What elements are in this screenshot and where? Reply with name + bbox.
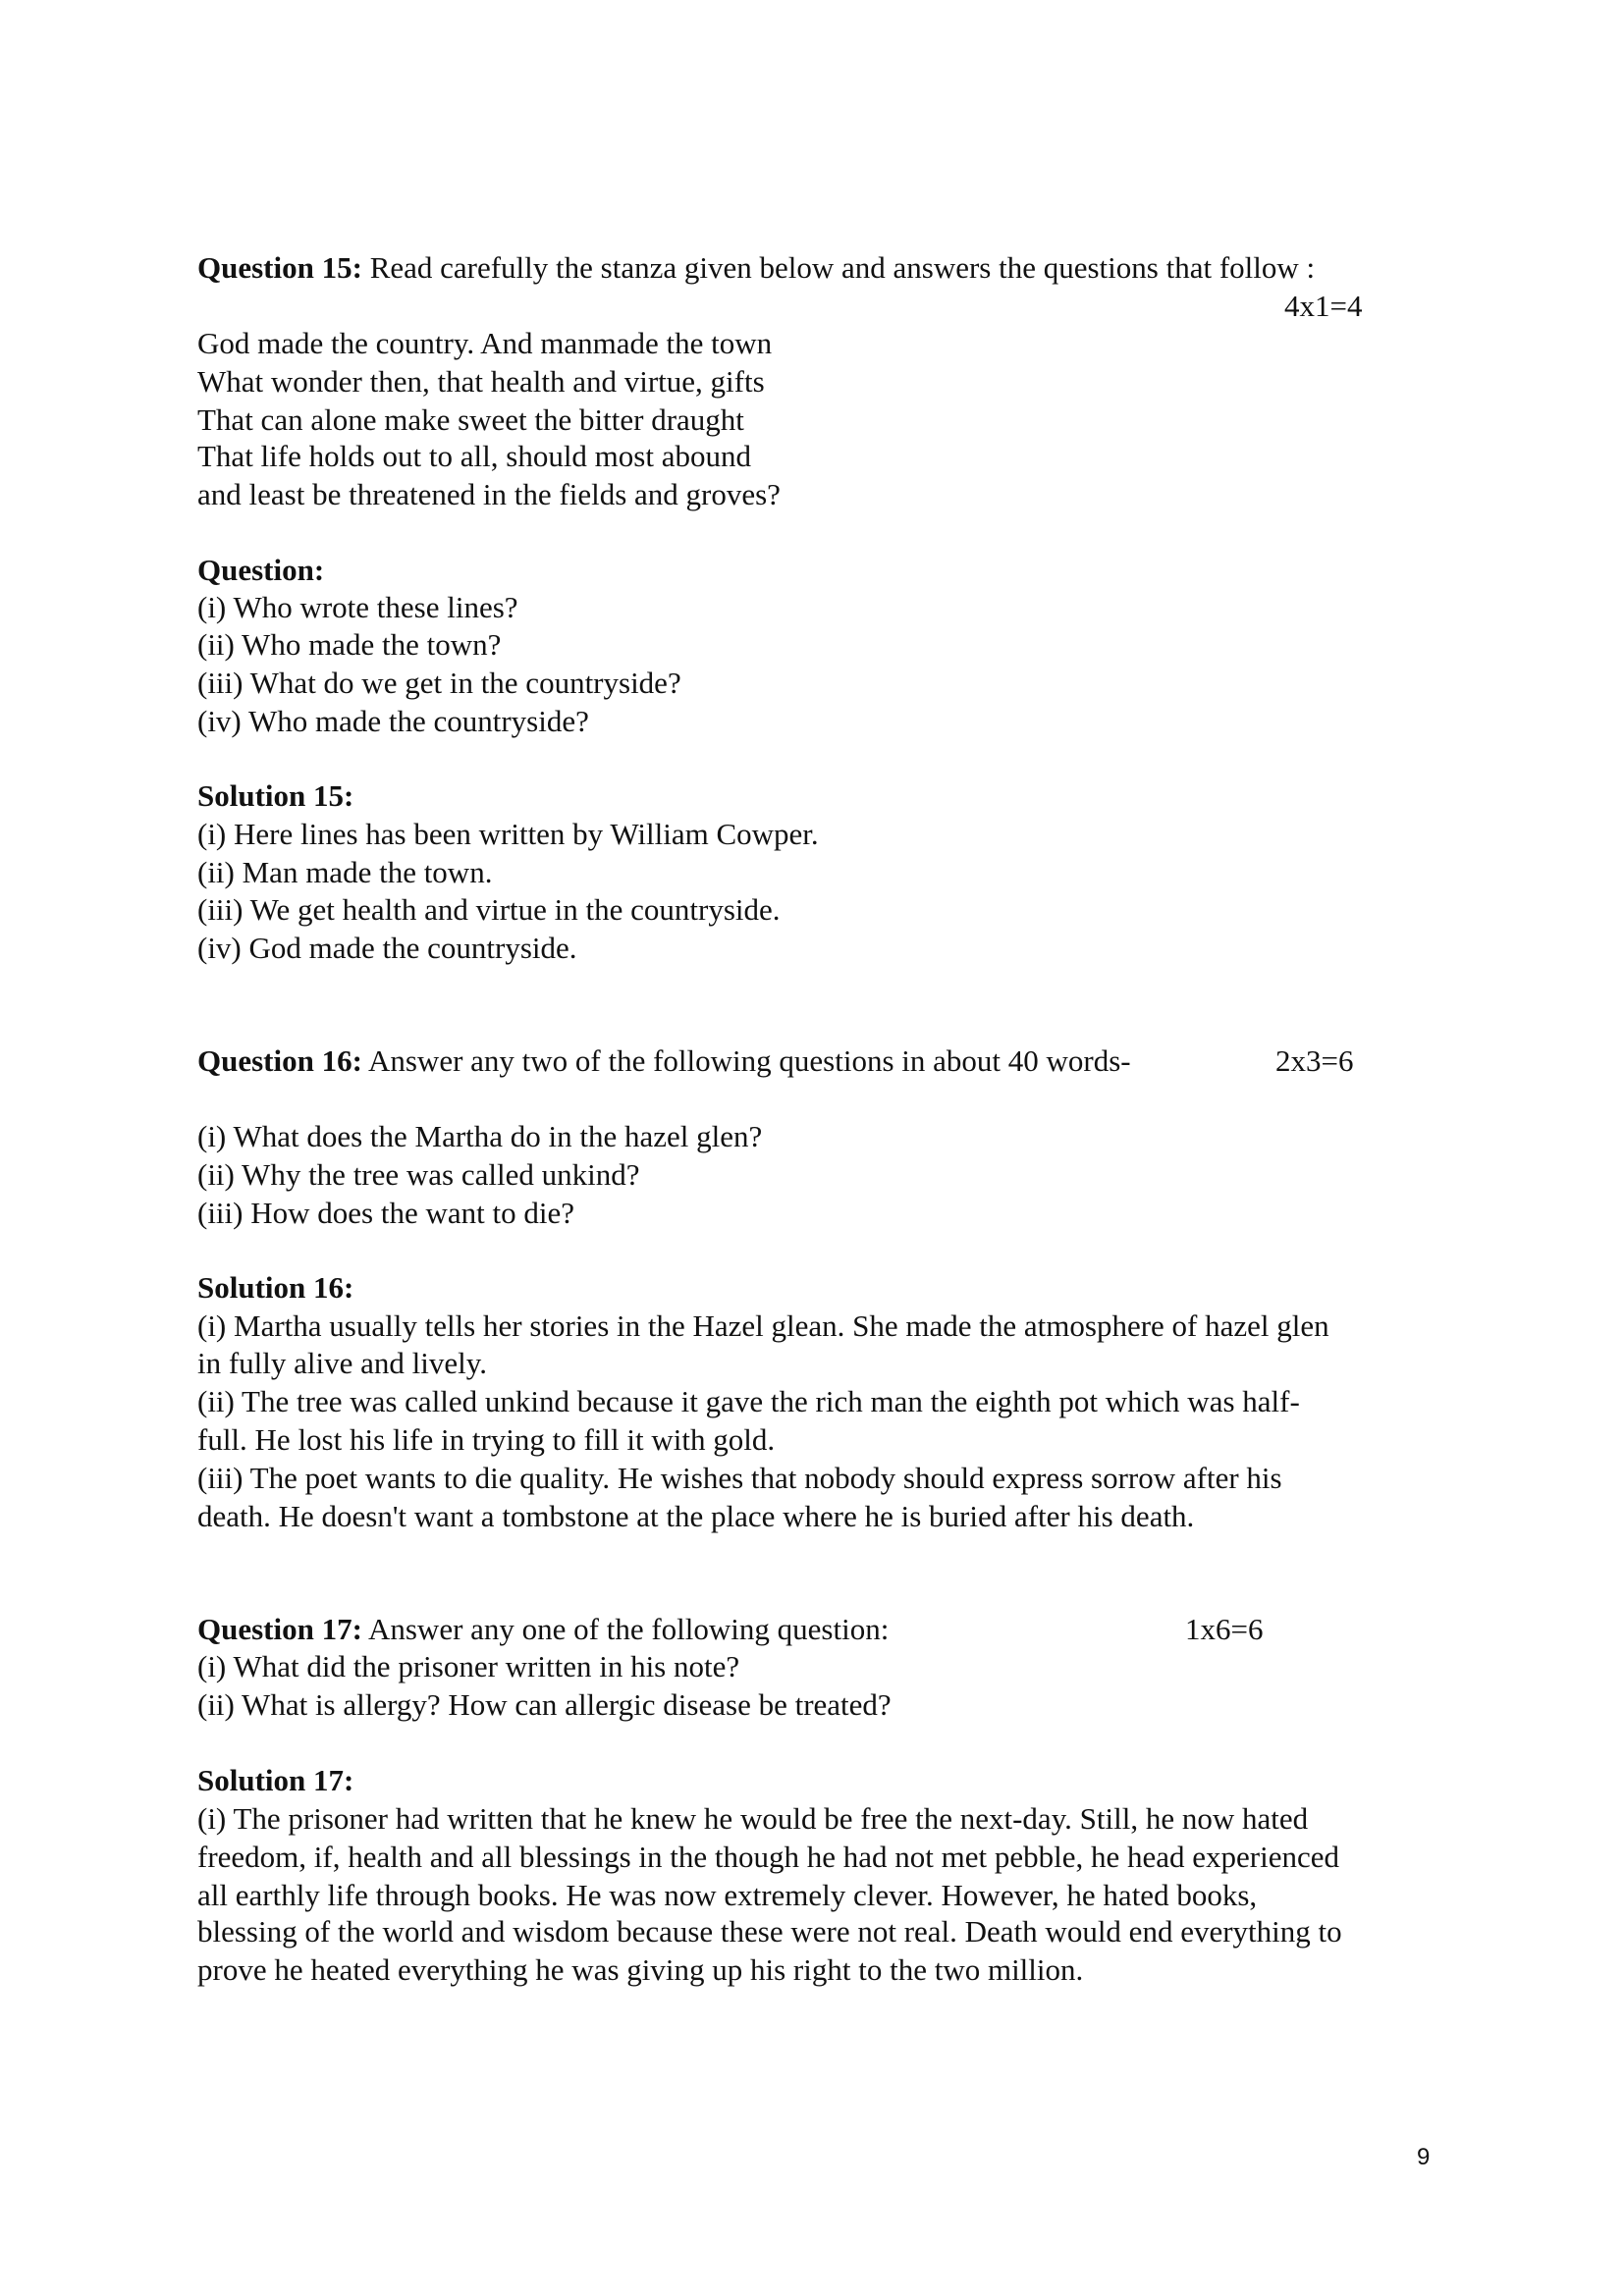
question-15-heading <box>197 249 1315 287</box>
question-label: Question 16: <box>197 1043 362 1078</box>
solution-line: in fully alive and lively. <box>197 1346 487 1380</box>
section-heading <box>197 1762 353 1799</box>
question-item: (ii) Who made the town? <box>197 627 502 662</box>
solution-line: prove he heated everything he was giving up his right to the two million. <box>197 1952 1084 1987</box>
poem-line: What wonder then, that health and virtue, gifts <box>197 364 765 399</box>
question-item: (iii) How does the want to die? <box>197 1196 574 1230</box>
solution-item: (ii) Man made the town. <box>197 855 493 889</box>
question-heading: Question: <box>197 553 325 587</box>
question-label: Question 17: <box>197 1612 362 1646</box>
solution-item: (iv) God made the countryside. <box>197 931 577 965</box>
solution-heading: Solution 16: <box>197 1270 354 1305</box>
solution-line: death. He doesn't want a tombstone at the place where he is buried after his death. <box>197 1499 1195 1533</box>
solution-line: (iii) The poet wants to die quality. He wishes that nobody should express sorrow after his <box>197 1461 1282 1495</box>
poem-line: That life holds out to all, should most abound <box>197 439 751 473</box>
poem-line: God made the country. And manmade the town <box>197 326 773 360</box>
page-number: 9 <box>1417 2144 1431 2170</box>
question-17-heading <box>197 1611 889 1648</box>
question-item: (i) What did the prisoner written in his note? <box>197 1649 740 1683</box>
question-text: Answer any two of the following questions in about 40 words- <box>361 1043 1131 1078</box>
solution-item: (i) Here lines has been written by William Cowper. <box>197 817 819 851</box>
question-text: Read carefully the stanza given below and answers the questions that follow : <box>361 250 1316 285</box>
solution-heading: Solution 17: <box>197 1763 354 1797</box>
solution-line: blessing of the world and wisdom because these were not real. Death would end everything to <box>197 1914 1342 1949</box>
question-item: (ii) What is allergy? How can allergic disease be treated? <box>197 1687 892 1722</box>
solution-line: (i) The prisoner had written that he knew he would be free the next-day. Still, he now hated <box>197 1801 1309 1836</box>
question-item: (iv) Who made the countryside? <box>197 704 589 738</box>
question-item: (iii) What do we get in the countryside? <box>197 666 681 700</box>
question-text: Answer any one of the following question: <box>361 1612 890 1646</box>
marks: 1x6=6 <box>1185 1612 1264 1646</box>
solution-line: full. He lost his life in trying to fill it with gold. <box>197 1422 776 1457</box>
question-item: (ii) Why the tree was called unkind? <box>197 1157 640 1192</box>
question-item: (i) What does the Martha do in the hazel glen? <box>197 1119 763 1153</box>
poem-line: That can alone make sweet the bitter draught <box>197 402 744 437</box>
section-heading <box>197 777 353 815</box>
solution-line: (ii) The tree was called unkind because it gave the rich man the eighth pot which was half- <box>197 1384 1300 1418</box>
section-heading <box>197 1269 353 1307</box>
solution-line: all earthly life through books. He was now extremely clever. However, he hated books, <box>197 1878 1258 1912</box>
solution-line: freedom, if, health and all blessings in the though he had not met pebble, he head experienced <box>197 1840 1339 1874</box>
section-heading <box>197 552 324 589</box>
solution-heading: Solution 15: <box>197 778 354 813</box>
marks: 2x3=6 <box>1275 1043 1354 1078</box>
solution-item: (iii) We get health and virtue in the countryside. <box>197 892 781 927</box>
poem-line: and least be threatened in the fields and groves? <box>197 477 781 511</box>
question-label: Question 15: <box>197 250 362 285</box>
marks: 4x1=4 <box>1284 289 1363 323</box>
question-16-heading <box>197 1042 1131 1080</box>
question-item: (i) Who wrote these lines? <box>197 590 518 624</box>
solution-line: (i) Martha usually tells her stories in the Hazel glean. She made the atmosphere of hazel glen <box>197 1308 1329 1343</box>
